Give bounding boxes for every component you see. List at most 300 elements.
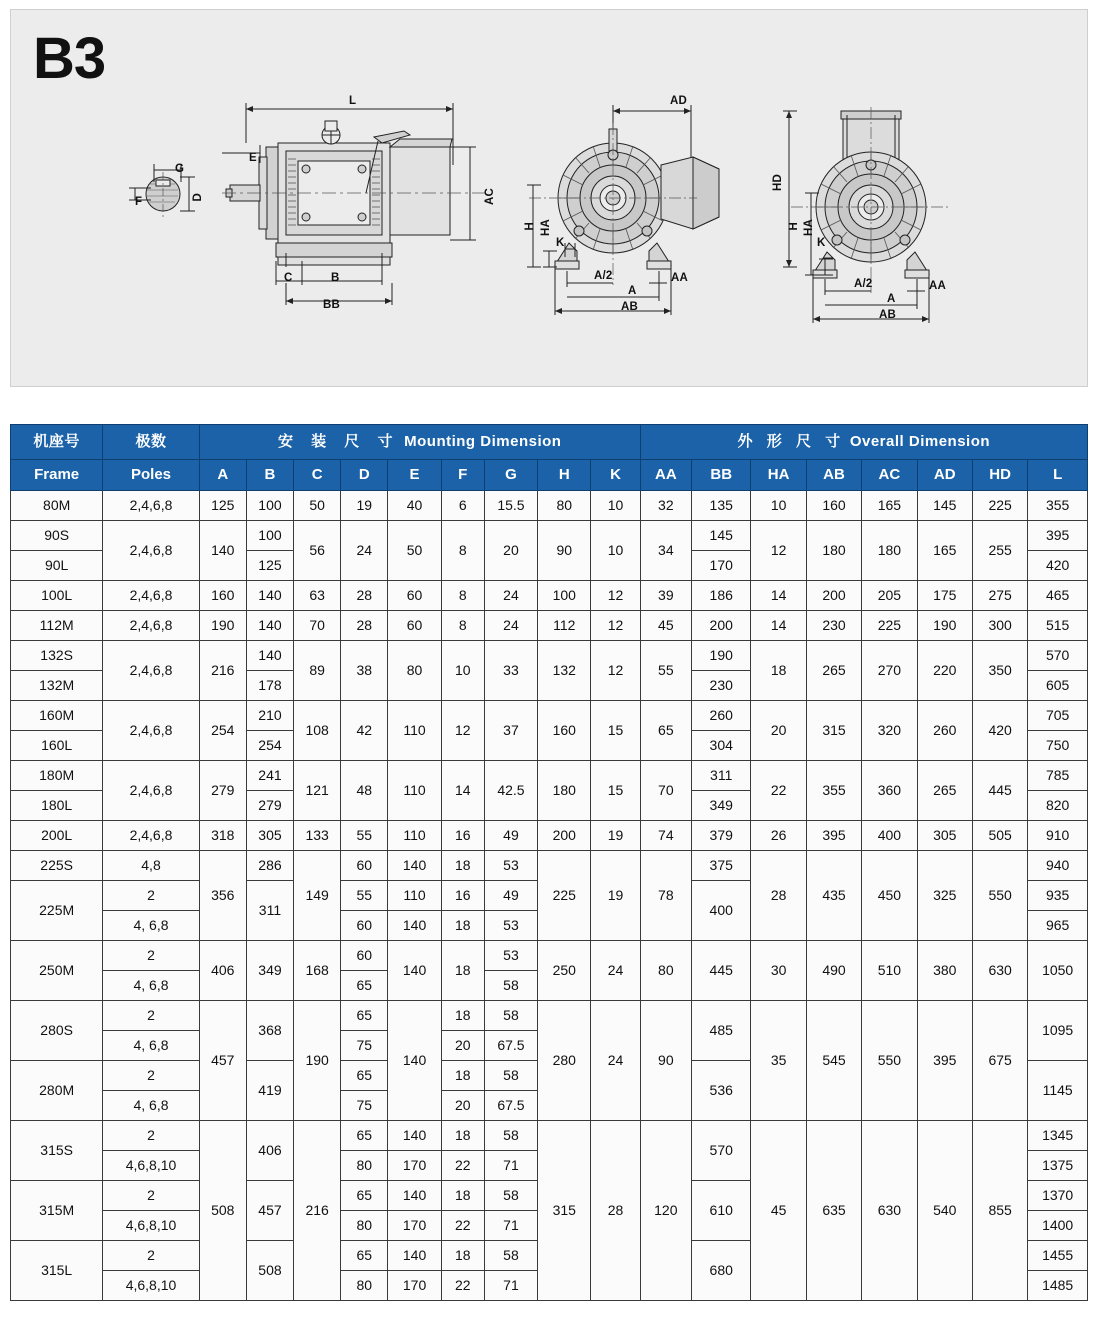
cell-poles: 2,4,6,8 xyxy=(103,761,199,821)
cell-B: 210 xyxy=(246,701,293,731)
cell-poles: 4,8 xyxy=(103,851,199,881)
cell-AB: 395 xyxy=(806,821,861,851)
dim-label-C: C xyxy=(284,272,293,284)
cell-L: 1050 xyxy=(1028,941,1088,1001)
cell-AB: 160 xyxy=(806,491,861,521)
cell-B: 457 xyxy=(246,1181,293,1241)
header-overall-group xyxy=(640,425,1087,460)
dimension-table xyxy=(10,424,1088,1301)
cell-C: 121 xyxy=(294,761,341,821)
cell-E: 60 xyxy=(388,581,441,611)
cell-C: 133 xyxy=(294,821,341,851)
cell-frame: 132S xyxy=(11,641,103,671)
cell-poles: 2,4,6,8 xyxy=(103,521,199,581)
cell-B: 178 xyxy=(246,671,293,701)
cell-A: 125 xyxy=(199,491,246,521)
cell-AD: 395 xyxy=(917,1001,972,1121)
dim-label-E: E xyxy=(249,152,257,164)
dim-label-H2: H xyxy=(524,222,536,231)
cell-L: 1400 xyxy=(1028,1211,1088,1241)
cell-AD: 165 xyxy=(917,521,972,581)
header-mounting-cn: 安 装 尺 寸 xyxy=(277,433,400,451)
header-col-H: H xyxy=(538,460,591,491)
cell-L: 1095 xyxy=(1028,1001,1088,1061)
dim-label-AB3: AB xyxy=(879,309,897,321)
dim-label-HA3: HA xyxy=(803,219,815,237)
cell-H: 315 xyxy=(538,1121,591,1301)
header-col-HD: HD xyxy=(972,460,1027,491)
cell-G: 20 xyxy=(484,521,537,581)
dim-label-AA3: AA xyxy=(929,280,947,292)
spec-table-container xyxy=(10,424,1088,1301)
cell-F: 18 xyxy=(441,851,484,881)
dim-label-A3: A xyxy=(887,293,896,305)
dim-label-AB2: AB xyxy=(621,301,639,313)
cell-A: 318 xyxy=(199,821,246,851)
cell-AC: 360 xyxy=(862,761,917,821)
cell-D: 60 xyxy=(341,911,388,941)
cell-HD: 505 xyxy=(972,821,1027,851)
cell-E: 170 xyxy=(388,1271,441,1301)
cell-A: 140 xyxy=(199,521,246,581)
cell-L: 935 xyxy=(1028,881,1088,911)
header-col-AC: AC xyxy=(862,460,917,491)
cell-BB: 536 xyxy=(691,1061,750,1121)
cell-frame: 315S xyxy=(11,1121,103,1181)
cell-F: 18 xyxy=(441,1181,484,1211)
cell-B: 254 xyxy=(246,731,293,761)
cell-AD: 190 xyxy=(917,611,972,641)
cell-K: 12 xyxy=(591,581,640,611)
cell-BB: 485 xyxy=(691,1001,750,1061)
cell-H: 160 xyxy=(538,701,591,761)
cell-E: 110 xyxy=(388,821,441,851)
cell-poles: 2 xyxy=(103,1001,199,1031)
cell-AD: 175 xyxy=(917,581,972,611)
cell-A: 190 xyxy=(199,611,246,641)
cell-L: 515 xyxy=(1028,611,1088,641)
cell-A: 457 xyxy=(199,1001,246,1121)
cell-B: 406 xyxy=(246,1121,293,1181)
cell-L: 1145 xyxy=(1028,1061,1088,1121)
cell-E: 140 xyxy=(388,1001,441,1121)
cell-HD: 275 xyxy=(972,581,1027,611)
cell-AB: 230 xyxy=(806,611,861,641)
cell-frame: 80M xyxy=(11,491,103,521)
cell-D: 55 xyxy=(341,881,388,911)
cell-F: 22 xyxy=(441,1151,484,1181)
cell-D: 55 xyxy=(341,821,388,851)
cell-K: 10 xyxy=(591,491,640,521)
header-col-E: E xyxy=(388,460,441,491)
cell-H: 180 xyxy=(538,761,591,821)
dim-label-AA2: AA xyxy=(671,272,689,284)
cell-B: 140 xyxy=(246,611,293,641)
dimension-table-body xyxy=(11,491,1088,1301)
cell-C: 56 xyxy=(294,521,341,581)
cell-AC: 205 xyxy=(862,581,917,611)
cell-BB: 304 xyxy=(691,731,750,761)
cell-H: 280 xyxy=(538,1001,591,1121)
cell-HA: 28 xyxy=(751,851,806,941)
cell-K: 24 xyxy=(591,1001,640,1121)
cell-A: 406 xyxy=(199,941,246,1001)
cell-AB: 355 xyxy=(806,761,861,821)
cell-G: 53 xyxy=(484,851,537,881)
dim-label-A3-half: A/2 xyxy=(854,278,873,290)
cell-C: 168 xyxy=(294,941,341,1001)
cell-BB: 379 xyxy=(691,821,750,851)
cell-HA: 14 xyxy=(751,611,806,641)
header-poles-cn: 极数 xyxy=(103,425,199,460)
dim-label-F: F xyxy=(135,196,143,208)
cell-B: 368 xyxy=(246,1001,293,1061)
cell-AC: 450 xyxy=(862,851,917,941)
cell-G: 53 xyxy=(484,911,537,941)
cell-AC: 225 xyxy=(862,611,917,641)
cell-F: 20 xyxy=(441,1091,484,1121)
cell-L: 1345 xyxy=(1028,1121,1088,1151)
cell-frame: 200L xyxy=(11,821,103,851)
cell-F: 8 xyxy=(441,611,484,641)
cell-L: 1455 xyxy=(1028,1241,1088,1271)
cell-K: 15 xyxy=(591,701,640,761)
table-row xyxy=(11,761,1088,791)
cell-B: 279 xyxy=(246,791,293,821)
cell-B: 508 xyxy=(246,1241,293,1301)
cell-AA: 34 xyxy=(640,521,691,581)
cell-G: 49 xyxy=(484,821,537,851)
cell-AD: 380 xyxy=(917,941,972,1001)
cell-L: 705 xyxy=(1028,701,1088,731)
cell-F: 14 xyxy=(441,761,484,821)
cell-AD: 260 xyxy=(917,701,972,761)
cell-AD: 540 xyxy=(917,1121,972,1301)
cell-HA: 10 xyxy=(751,491,806,521)
cell-E: 140 xyxy=(388,911,441,941)
cell-HA: 26 xyxy=(751,821,806,851)
cell-HA: 22 xyxy=(751,761,806,821)
cell-F: 22 xyxy=(441,1211,484,1241)
header-col-AB: AB xyxy=(806,460,861,491)
cell-D: 60 xyxy=(341,851,388,881)
cell-K: 24 xyxy=(591,941,640,1001)
cell-E: 170 xyxy=(388,1211,441,1241)
cell-K: 12 xyxy=(591,611,640,641)
cell-D: 42 xyxy=(341,701,388,761)
cell-H: 250 xyxy=(538,941,591,1001)
cell-BB: 445 xyxy=(691,941,750,1001)
cell-F: 16 xyxy=(441,881,484,911)
cell-HD: 675 xyxy=(972,1001,1027,1121)
cell-HD: 350 xyxy=(972,641,1027,701)
cell-G: 71 xyxy=(484,1211,537,1241)
cell-BB: 145 xyxy=(691,521,750,551)
cell-BB: 190 xyxy=(691,641,750,671)
cell-G: 71 xyxy=(484,1151,537,1181)
cell-E: 140 xyxy=(388,851,441,881)
cell-AA: 74 xyxy=(640,821,691,851)
cell-B: 419 xyxy=(246,1061,293,1121)
cell-A: 254 xyxy=(199,701,246,761)
cell-F: 12 xyxy=(441,701,484,761)
cell-AA: 90 xyxy=(640,1001,691,1121)
cell-C: 216 xyxy=(294,1121,341,1301)
header-col-C: C xyxy=(294,460,341,491)
cell-poles: 2,4,6,8 xyxy=(103,701,199,761)
dim-label-AD: AD xyxy=(670,95,688,107)
cell-HA: 30 xyxy=(751,941,806,1001)
cell-D: 65 xyxy=(341,1121,388,1151)
cell-D: 75 xyxy=(341,1031,388,1061)
cell-D: 48 xyxy=(341,761,388,821)
dim-label-A2-half: A/2 xyxy=(594,270,613,282)
table-row xyxy=(11,941,1088,971)
dim-label-HA2: HA xyxy=(540,219,552,237)
dim-label-G: G xyxy=(175,163,185,175)
header-overall-en: Overall Dimension xyxy=(849,433,991,451)
header-col-F: F xyxy=(441,460,484,491)
cell-BB: 230 xyxy=(691,671,750,701)
cell-C: 190 xyxy=(294,1001,341,1121)
cell-AD: 220 xyxy=(917,641,972,701)
cell-E: 140 xyxy=(388,1181,441,1211)
cell-C: 50 xyxy=(294,491,341,521)
cell-HD: 300 xyxy=(972,611,1027,641)
cell-HD: 855 xyxy=(972,1121,1027,1301)
cell-D: 65 xyxy=(341,1001,388,1031)
cell-AD: 325 xyxy=(917,851,972,941)
cell-L: 570 xyxy=(1028,641,1088,671)
cell-H: 200 xyxy=(538,821,591,851)
cell-H: 132 xyxy=(538,641,591,701)
cell-BB: 260 xyxy=(691,701,750,731)
cell-F: 22 xyxy=(441,1271,484,1301)
cell-HD: 420 xyxy=(972,701,1027,761)
cell-AC: 180 xyxy=(862,521,917,581)
dim-label-AC: AC xyxy=(484,188,496,206)
cell-B: 125 xyxy=(246,551,293,581)
header-frame-cn: 机座号 xyxy=(11,425,103,460)
cell-F: 18 xyxy=(441,1001,484,1031)
cell-frame: 225S xyxy=(11,851,103,881)
cell-D: 65 xyxy=(341,971,388,1001)
cell-B: 100 xyxy=(246,521,293,551)
cell-K: 19 xyxy=(591,821,640,851)
cell-BB: 375 xyxy=(691,851,750,881)
cell-B: 140 xyxy=(246,581,293,611)
cell-E: 110 xyxy=(388,881,441,911)
cell-frame: 160L xyxy=(11,731,103,761)
dim-label-L: L xyxy=(349,95,357,107)
cell-G: 37 xyxy=(484,701,537,761)
cell-D: 75 xyxy=(341,1091,388,1121)
cell-L: 1370 xyxy=(1028,1181,1088,1211)
cell-L: 465 xyxy=(1028,581,1088,611)
cell-BB: 170 xyxy=(691,551,750,581)
cell-F: 18 xyxy=(441,1121,484,1151)
cell-BB: 610 xyxy=(691,1181,750,1241)
mounting-code-label: B3 xyxy=(33,26,106,91)
table-row xyxy=(11,521,1088,551)
cell-HD: 255 xyxy=(972,521,1027,581)
cell-frame: 90S xyxy=(11,521,103,551)
cell-H: 112 xyxy=(538,611,591,641)
cell-BB: 349 xyxy=(691,791,750,821)
cell-F: 8 xyxy=(441,521,484,581)
cell-K: 28 xyxy=(591,1121,640,1301)
cell-G: 58 xyxy=(484,1241,537,1271)
cell-G: 58 xyxy=(484,1181,537,1211)
cell-D: 38 xyxy=(341,641,388,701)
cell-F: 18 xyxy=(441,1241,484,1271)
cell-L: 965 xyxy=(1028,911,1088,941)
header-col-L: L xyxy=(1028,460,1088,491)
table-row xyxy=(11,701,1088,731)
cell-F: 20 xyxy=(441,1031,484,1061)
cell-B: 305 xyxy=(246,821,293,851)
header-col-AA: AA xyxy=(640,460,691,491)
table-row xyxy=(11,851,1088,881)
cell-AB: 200 xyxy=(806,581,861,611)
cell-D: 28 xyxy=(341,611,388,641)
cell-poles: 4, 6,8 xyxy=(103,1031,199,1061)
table-row xyxy=(11,611,1088,641)
header-col-K: K xyxy=(591,460,640,491)
cell-poles: 4, 6,8 xyxy=(103,1091,199,1121)
cell-AB: 435 xyxy=(806,851,861,941)
cell-G: 58 xyxy=(484,1121,537,1151)
cell-frame: 100L xyxy=(11,581,103,611)
header-col-HA: HA xyxy=(751,460,806,491)
table-row xyxy=(11,581,1088,611)
cell-F: 18 xyxy=(441,911,484,941)
cell-HD: 630 xyxy=(972,941,1027,1001)
cell-BB: 186 xyxy=(691,581,750,611)
cell-L: 940 xyxy=(1028,851,1088,881)
cell-G: 49 xyxy=(484,881,537,911)
cell-B: 241 xyxy=(246,761,293,791)
cell-C: 149 xyxy=(294,851,341,941)
cell-AB: 265 xyxy=(806,641,861,701)
cell-D: 19 xyxy=(341,491,388,521)
cell-A: 160 xyxy=(199,581,246,611)
dim-label-HD: HD xyxy=(772,174,784,192)
cell-L: 420 xyxy=(1028,551,1088,581)
cell-HA: 14 xyxy=(751,581,806,611)
dim-label-BB: BB xyxy=(323,299,341,311)
cell-AA: 70 xyxy=(640,761,691,821)
cell-E: 60 xyxy=(388,611,441,641)
cell-H: 100 xyxy=(538,581,591,611)
cell-poles: 4,6,8,10 xyxy=(103,1271,199,1301)
cell-poles: 2,4,6,8 xyxy=(103,821,199,851)
cell-BB: 400 xyxy=(691,881,750,941)
cell-F: 18 xyxy=(441,1061,484,1091)
cell-L: 820 xyxy=(1028,791,1088,821)
cell-G: 67.5 xyxy=(484,1031,537,1061)
cell-poles: 2,4,6,8 xyxy=(103,611,199,641)
cell-G: 58 xyxy=(484,1001,537,1031)
cell-AB: 180 xyxy=(806,521,861,581)
cell-G: 71 xyxy=(484,1271,537,1301)
cell-F: 8 xyxy=(441,581,484,611)
dim-label-A2: A xyxy=(628,285,637,297)
cell-G: 58 xyxy=(484,1061,537,1091)
cell-AD: 265 xyxy=(917,761,972,821)
cell-H: 90 xyxy=(538,521,591,581)
cell-E: 50 xyxy=(388,521,441,581)
cell-HA: 45 xyxy=(751,1121,806,1301)
dim-label-K2: K xyxy=(556,237,565,249)
cell-HD: 445 xyxy=(972,761,1027,821)
cell-AA: 120 xyxy=(640,1121,691,1301)
cell-AD: 145 xyxy=(917,491,972,521)
cell-frame: 250M xyxy=(11,941,103,1001)
dim-label-B: B xyxy=(331,272,340,284)
cell-F: 10 xyxy=(441,641,484,701)
cell-poles: 2,4,6,8 xyxy=(103,581,199,611)
cell-D: 65 xyxy=(341,1181,388,1211)
header-col-BB: BB xyxy=(691,460,750,491)
cell-K: 12 xyxy=(591,641,640,701)
cell-K: 19 xyxy=(591,851,640,941)
cell-AC: 270 xyxy=(862,641,917,701)
cell-G: 24 xyxy=(484,611,537,641)
cell-AC: 550 xyxy=(862,1001,917,1121)
cell-D: 65 xyxy=(341,1241,388,1271)
cell-K: 10 xyxy=(591,521,640,581)
cell-HA: 20 xyxy=(751,701,806,761)
cell-A: 356 xyxy=(199,851,246,941)
cell-L: 395 xyxy=(1028,521,1088,551)
cell-AA: 78 xyxy=(640,851,691,941)
cell-poles: 4, 6,8 xyxy=(103,971,199,1001)
cell-HA: 18 xyxy=(751,641,806,701)
cell-poles: 2 xyxy=(103,881,199,911)
header-col-A: A xyxy=(199,460,246,491)
cell-D: 80 xyxy=(341,1211,388,1241)
cell-AC: 165 xyxy=(862,491,917,521)
cell-BB: 200 xyxy=(691,611,750,641)
cell-D: 24 xyxy=(341,521,388,581)
cell-E: 110 xyxy=(388,761,441,821)
header-col-G: G xyxy=(484,460,537,491)
cell-poles: 2 xyxy=(103,1121,199,1151)
cell-AA: 32 xyxy=(640,491,691,521)
cell-HD: 550 xyxy=(972,851,1027,941)
cell-frame: 225M xyxy=(11,881,103,941)
cell-L: 355 xyxy=(1028,491,1088,521)
cell-frame: 180M xyxy=(11,761,103,791)
cell-D: 60 xyxy=(341,941,388,971)
cell-AB: 635 xyxy=(806,1121,861,1301)
cell-G: 15.5 xyxy=(484,491,537,521)
cell-AC: 400 xyxy=(862,821,917,851)
cell-frame: 280S xyxy=(11,1001,103,1061)
cell-C: 89 xyxy=(294,641,341,701)
cell-frame: 112M xyxy=(11,611,103,641)
cell-G: 67.5 xyxy=(484,1091,537,1121)
cell-AB: 315 xyxy=(806,701,861,761)
dim-label-D: D xyxy=(192,193,204,202)
table-row xyxy=(11,821,1088,851)
cell-H: 225 xyxy=(538,851,591,941)
cell-AC: 630 xyxy=(862,1121,917,1301)
cell-D: 28 xyxy=(341,581,388,611)
cell-HD: 225 xyxy=(972,491,1027,521)
cell-BB: 135 xyxy=(691,491,750,521)
